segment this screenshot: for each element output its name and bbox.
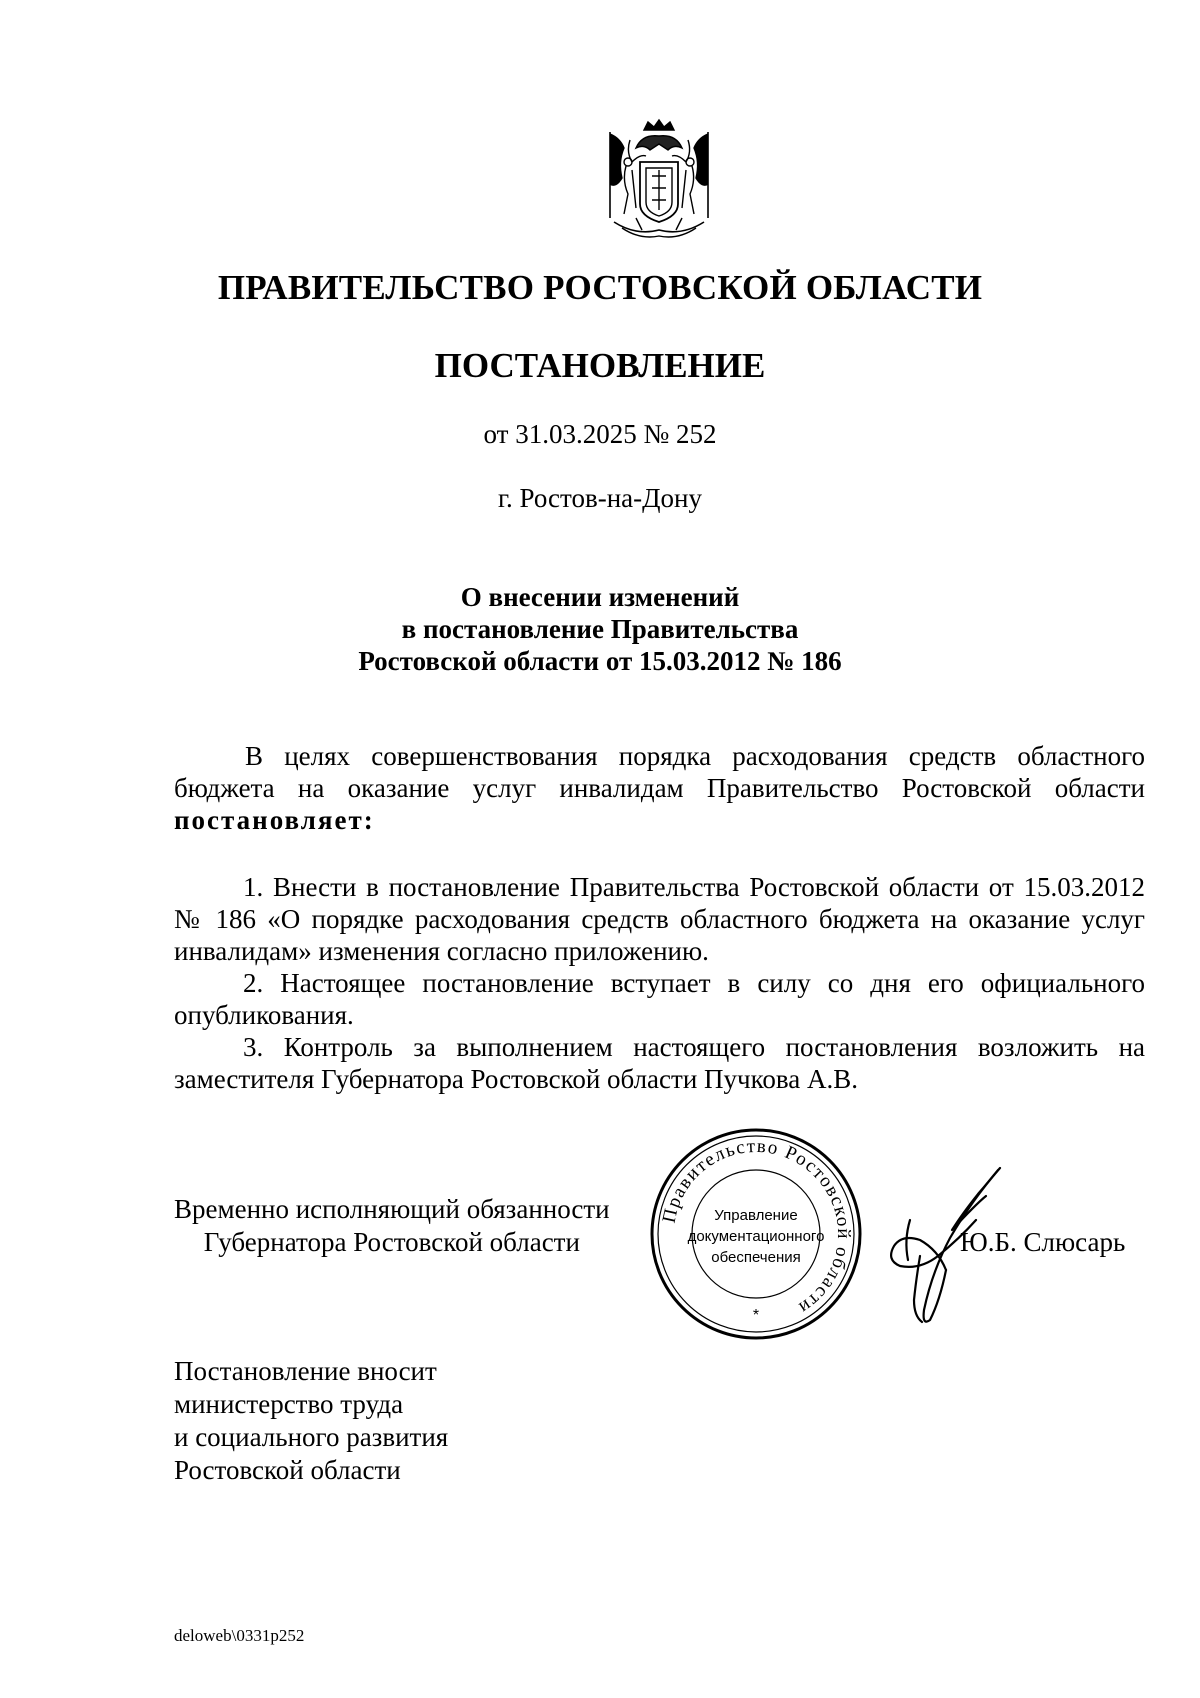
subject-line: Ростовской области от 15.03.2012 № 186 (358, 646, 842, 676)
seal-ring-text: Правительство Ростовской области (658, 1135, 855, 1319)
seal-center-line: обеспечения (711, 1249, 801, 1266)
signer-position-line: Губернатора Ростовской области (203, 1227, 580, 1257)
document-file-code: deloweb\0331p252 (174, 1626, 305, 1645)
preamble-paragraph (174, 740, 1145, 836)
decree-item: 2. Настоящее постановление вступает в силу со дня его официального опубликования. (174, 968, 1145, 1030)
preamble-text: В целях совершенствования порядка расходования средств областного бюджета на оказание услуг инвалидам Правительство Ростовской области (174, 741, 1145, 803)
contributor-line: министерство труда (174, 1389, 404, 1419)
contributor-note (174, 1355, 448, 1487)
document-place: г. Ростов-на-Дону (497, 483, 702, 513)
decree-items (174, 871, 1145, 1095)
signer-position (174, 1193, 610, 1259)
preamble (174, 740, 1145, 836)
signer-position-line: Временно исполняющий обязанности (174, 1194, 610, 1224)
subject-line: в постановление Правительства (401, 614, 799, 644)
contributor-line: Постановление вносит (174, 1356, 437, 1386)
subject-line: О внесении изменений (460, 582, 740, 612)
coat-of-arms-icon (596, 118, 722, 242)
official-seal-icon (646, 1124, 866, 1344)
contributor-line: и социального развития (174, 1422, 449, 1452)
seal-center-line: документационного (687, 1228, 825, 1245)
document-subject (0, 581, 1200, 677)
contributor-line: Ростовской области (174, 1455, 401, 1485)
decree-keyword: постановляет: (174, 805, 375, 835)
document-type-title: ПОСТАНОВЛЕНИЕ (434, 346, 766, 385)
seal-star: * (752, 1307, 760, 1324)
signer-name: Ю.Б. Слюсарь (960, 1227, 1126, 1257)
seal-center-line: Управление (714, 1207, 798, 1224)
organization-title: ПРАВИТЕЛЬСТВО РОСТОВСКОЙ ОБЛАСТИ (217, 268, 983, 307)
decree-item: 1. Внести в постановление Правительства Ростовской области от 15.03.2012 № 186 «О порядке расходования средств областного бюджета на оказание услуг инвалидам» изменения согласно приложению. (174, 872, 1145, 966)
decree-item: 3. Контроль за выполнением настоящего постановления возложить на заместителя Губернатора Ростовской области Пучкова А.В. (174, 1032, 1145, 1094)
document-date-number: от 31.03.2025 № 252 (483, 419, 717, 449)
